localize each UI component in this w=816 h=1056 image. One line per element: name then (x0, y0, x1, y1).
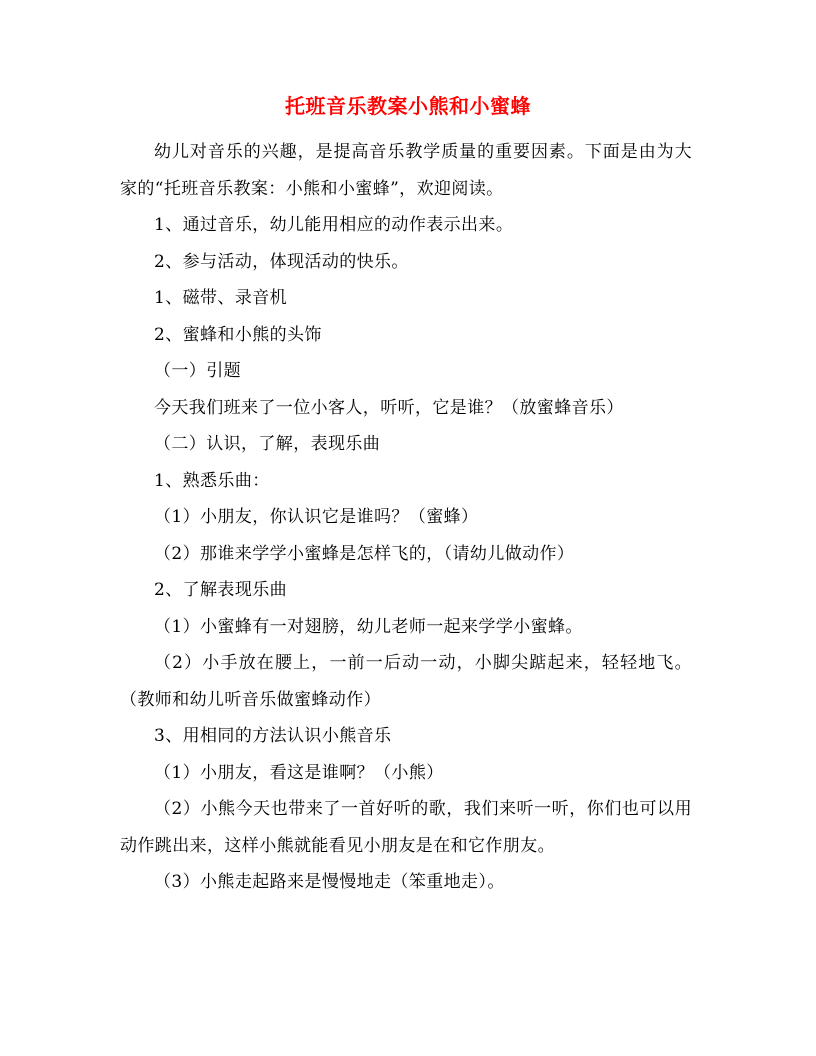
paragraph-section-1: （一）引题 (154, 361, 241, 381)
paragraph-material-2: 2、蜜蜂和小熊的头饰 (154, 324, 322, 345)
paragraph-step-2-a2: （2）小手放在腰上，一前一后动一动，小脚尖踮起来，轻轻地飞。（教师和幼儿听音乐做蜜蜂动作） (120, 653, 692, 710)
paragraph-goal-2: 2、参与活动，体现活动的快乐。 (154, 251, 409, 272)
paragraph-step-3: 3、用相同的方法认识小熊音乐 (154, 726, 392, 746)
paragraph-step-2-a1: （1）小蜜蜂有一对翅膀，幼儿老师一起来学学小蜜蜂。 (154, 616, 583, 637)
paragraph-step-3-b1: （1）小朋友，看这是谁啊？（小熊） (154, 762, 444, 783)
paragraph-section-1-text: 今天我们班来了一位小客人，听听，它是谁？（放蜜蜂音乐） (154, 397, 624, 418)
document-title: 托班音乐教案小熊和小蜜蜂 (285, 94, 531, 118)
paragraph-goal-1: 1、通过音乐，幼儿能用相应的动作表示出来。 (154, 215, 514, 235)
paragraph-step-1: 1、熟悉乐曲： (154, 470, 270, 491)
paragraph-intro: 幼儿对音乐的兴趣，是提高音乐教学质量的重要因素。下面是由为大家的“托班音乐教案：小熊和小蜜蜂”，欢迎阅读。 (120, 142, 692, 199)
paragraph-material-1: 1、磁带、录音机 (154, 288, 288, 308)
paragraph-section-2: （二）认识，了解，表现乐曲 (154, 434, 381, 454)
paragraph-step-1-q1: （1）小朋友，你认识它是谁吗？（蜜蜂） (154, 507, 479, 527)
paragraph-step-2: 2、了解表现乐曲 (154, 580, 288, 600)
paragraph-step-3-b2: （2）小熊今天也带来了一首好听的歌，我们来听一听，你们也可以用动作跳出来，这样小熊就能看见小朋友是在和它作朋友。 (120, 799, 692, 856)
paragraph-step-1-q2: （2）那谁来学学小蜜蜂是怎样飞的，（请幼儿做动作） (154, 543, 575, 564)
document-body (120, 134, 692, 901)
paragraph-step-3-b3: （3）小熊走起路来是慢慢地走（笨重地走）。 (154, 872, 505, 892)
